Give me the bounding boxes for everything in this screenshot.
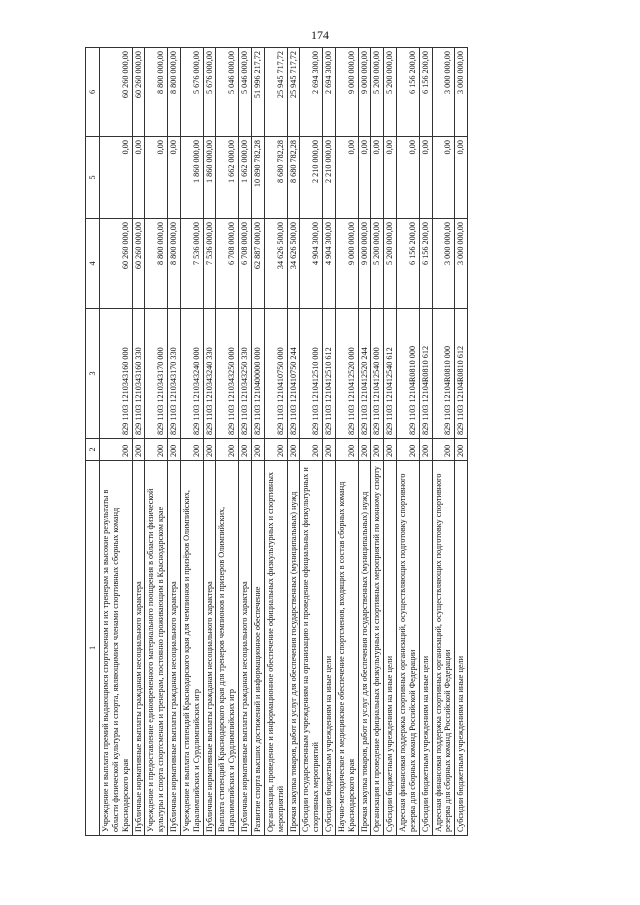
- table-cell-c5: 0,00: [419, 137, 432, 219]
- table-cell-c2: 200: [335, 439, 358, 461]
- table-cell-c2: 200: [264, 439, 287, 461]
- table-cell-c4: 34 626 500,00: [287, 219, 300, 309]
- table-cell-c3: 829 1103 1210412540 612: [384, 309, 397, 439]
- table-cell-description: Субсидии бюджетным учреждениям на иные цели: [323, 461, 336, 836]
- table-cell-c6: 60 260 000,00: [100, 48, 133, 137]
- table-cell-c3: 829 1103 1210410750 000: [264, 309, 287, 439]
- table-cell-c4: 6 156 200,00: [419, 219, 432, 309]
- table-cell-c4: 6 156 200,00: [397, 219, 420, 309]
- table-cell-c4: 4 904 300,00: [300, 219, 323, 309]
- table-cell-c4: 60 260 000,00: [100, 219, 133, 309]
- table-cell-description: Адресная финансовая поддержка спортивных организаций, осуществляющих подготовку спортивного резерва для сборных команд Российской Федерации: [397, 461, 420, 836]
- table-cell-c5: 0,00: [358, 137, 371, 219]
- table-cell-c3: 829 1103 1210410750 244: [287, 309, 300, 439]
- table-row: [180, 48, 203, 836]
- table-cell-c2: 200: [145, 439, 168, 461]
- table-cell-c6: 5 046 000,00: [216, 48, 239, 137]
- table-cell-c3: 829 1103 1210412520 244: [358, 309, 371, 439]
- table-cell-c6: 3 000 000,00: [432, 48, 455, 137]
- table-cell-c4: 4 904 300,00: [323, 219, 336, 309]
- table-row: [168, 48, 181, 836]
- table-cell-description: Учреждение и выплата стипендий Краснодарского края для чемпионов и призёров Олимпийских, Паралимпийских и Сурдлимпийских игр: [180, 461, 203, 836]
- table-cell-c5: 0,00: [335, 137, 358, 219]
- table-cell-c4: 8 800 000,00: [145, 219, 168, 309]
- table-row: [203, 48, 216, 836]
- table-cell-c6: 9 000 000,00: [335, 48, 358, 137]
- table-cell-c2: 200: [287, 439, 300, 461]
- table-cell-c3: 829 1103 1210343250 330: [239, 309, 252, 439]
- table-cell-c5: 1 662 000,00: [216, 137, 239, 219]
- table-cell-c2: 200: [384, 439, 397, 461]
- table-cell-c5: 2 210 000,00: [300, 137, 323, 219]
- table-row: [397, 48, 420, 836]
- table-cell-c6: 5 046 000,00: [239, 48, 252, 137]
- header-cell: 6: [86, 48, 100, 137]
- table-cell-description: Организация и проведение официальных физкультурных и спортивных мероприятий по конному спорту: [371, 461, 384, 836]
- table-row: [335, 48, 358, 836]
- table-cell-c4: 34 626 500,00: [264, 219, 287, 309]
- table-row: [455, 48, 468, 836]
- header-cell: 4: [86, 219, 100, 309]
- table-row: [132, 48, 145, 836]
- table-cell-description: Учреждение и предоставление единовременного материального поощрения в области физической культуры и спорта спортсменам и тренерам, постоянно проживающим в Краснодарском крае: [145, 461, 168, 836]
- table-cell-c2: 200: [132, 439, 145, 461]
- table-cell-c3: 829 1103 1210343160 330: [132, 309, 145, 439]
- table-cell-c4: 6 708 000,00: [239, 219, 252, 309]
- table-cell-c5: 0,00: [384, 137, 397, 219]
- table-cell-c3: 829 1103 1210343160 000: [100, 309, 133, 439]
- table-cell-description: Субсидии государственным учреждениям на организацию и проведение официальных физкультурных и спортивных мероприятий: [300, 461, 323, 836]
- header-cell: 1: [86, 461, 100, 836]
- table-cell-c2: 200: [100, 439, 133, 461]
- page-number: 174: [311, 28, 329, 42]
- table-cell-c2: 200: [432, 439, 455, 461]
- table-cell-c6: 25 945 717,72: [287, 48, 300, 137]
- table-cell-c4: 5 200 000,00: [384, 219, 397, 309]
- table-cell-c6: 2 694 300,00: [323, 48, 336, 137]
- table-row: [264, 48, 287, 836]
- table-cell-c5: 0,00: [371, 137, 384, 219]
- table-cell-c3: 829 1103 1210343240 330: [203, 309, 216, 439]
- table-cell-description: Публичные нормативные выплаты гражданам несоциального характера: [132, 461, 145, 836]
- table-row: [384, 48, 397, 836]
- header-row: [86, 48, 100, 836]
- table-row: [216, 48, 239, 836]
- table-cell-c5: 0,00: [100, 137, 133, 219]
- table-cell-c2: 200: [216, 439, 239, 461]
- table-cell-c2: 200: [300, 439, 323, 461]
- table-cell-c2: 200: [455, 439, 468, 461]
- table-cell-c4: 9 000 000,00: [358, 219, 371, 309]
- table-cell-c2: 200: [371, 439, 384, 461]
- table-cell-c3: 829 1103 1210400000 000: [251, 309, 264, 439]
- table-cell-c2: 200: [168, 439, 181, 461]
- table-cell-c5: 1 860 000,00: [180, 137, 203, 219]
- table-row: [287, 48, 300, 836]
- table-cell-c5: 0,00: [455, 137, 468, 219]
- table-cell-c3: 829 1103 1210343250 000: [216, 309, 239, 439]
- table-cell-c3: 829 1103 1210412510 612: [323, 309, 336, 439]
- table-cell-c4: 6 708 000,00: [216, 219, 239, 309]
- table-cell-c6: 5 676 000,00: [203, 48, 216, 137]
- table-cell-c2: 200: [180, 439, 203, 461]
- table-cell-c5: 0,00: [397, 137, 420, 219]
- table-cell-c2: 200: [323, 439, 336, 461]
- table-row: [432, 48, 455, 836]
- header-cell: 3: [86, 309, 100, 439]
- table-cell-c4: 62 887 000,00: [251, 219, 264, 309]
- table-cell-description: Публичные нормативные выплаты гражданам несоциального характера: [168, 461, 181, 836]
- header-cell: 2: [86, 439, 100, 461]
- table-cell-c5: 0,00: [432, 137, 455, 219]
- table-row: [251, 48, 264, 836]
- table-cell-c6: 5 676 000,00: [180, 48, 203, 137]
- table-row: [239, 48, 252, 836]
- table-cell-c6: 3 000 000,00: [455, 48, 468, 137]
- table-cell-c5: 8 680 782,28: [264, 137, 287, 219]
- table-cell-c3: 829 1103 1210412510 000: [300, 309, 323, 439]
- table-cell-description: Публичные нормативные выплаты гражданам несоциального характера: [239, 461, 252, 836]
- table-cell-c6: 9 000 000,00: [358, 48, 371, 137]
- table-cell-c5: 0,00: [132, 137, 145, 219]
- table-cell-c2: 200: [419, 439, 432, 461]
- budget-table: [85, 47, 468, 836]
- table-cell-c3: 829 1103 12104R0810 000: [397, 309, 420, 439]
- header-cell: 5: [86, 137, 100, 219]
- table-cell-c6: 51 996 217,72: [251, 48, 264, 137]
- table-row: [323, 48, 336, 836]
- table-cell-c2: 200: [203, 439, 216, 461]
- table-row: [419, 48, 432, 836]
- table-cell-c5: 0,00: [145, 137, 168, 219]
- rotated-table-container: [85, 48, 585, 836]
- table-cell-description: Прочая закупка товаров, работ и услуг для обеспечения государственных (муниципальных) нужд: [358, 461, 371, 836]
- table-row: [100, 48, 133, 836]
- table-cell-c5: 1 860 000,00: [203, 137, 216, 219]
- table-cell-c3: 829 1103 12104R0810 612: [419, 309, 432, 439]
- table-cell-description: Адресная финансовая поддержка спортивных организаций, осуществляющих подготовку спортивного резерва для сборных команд Российской Федерации: [432, 461, 455, 836]
- table-cell-c2: 200: [239, 439, 252, 461]
- table-cell-c4: 9 000 000,00: [335, 219, 358, 309]
- table-cell-c3: 829 1103 12104R0810 000: [432, 309, 455, 439]
- table-cell-c2: 200: [251, 439, 264, 461]
- table-cell-description: Учреждение и выплата премий выдающимся спортсменам и их тренерам за высокие результаты в области физической культуры и спорта, являющимися членами спортивных сборных команд Краснодарского края: [100, 461, 133, 836]
- table-cell-description: Организация, проведение и информационное обеспечение официальных физкультурных и спортивных мероприятий: [264, 461, 287, 836]
- table-cell-description: Публичные нормативные выплаты гражданам несоциального характера: [203, 461, 216, 836]
- table-cell-c4: 3 000 000,00: [455, 219, 468, 309]
- table-cell-c4: 3 000 000,00: [432, 219, 455, 309]
- table-cell-c3: 829 1103 12104R0810 612: [455, 309, 468, 439]
- table-cell-c6: 25 945 717,72: [264, 48, 287, 137]
- table-row: [145, 48, 168, 836]
- table-cell-c4: 7 536 000,00: [180, 219, 203, 309]
- table-cell-description: Выплата стипендий Краснодарского края для тренеров чемпионов и призеров Олимпийских, Паралимпийских и Сурдлимпийских игр: [216, 461, 239, 836]
- table-cell-c3: 829 1103 1210412520 000: [335, 309, 358, 439]
- table-cell-description: Прочая закупка товаров, работ и услуг для обеспечения государственных (муниципальных) нужд: [287, 461, 300, 836]
- table-cell-c5: 0,00: [168, 137, 181, 219]
- table-cell-c2: 200: [358, 439, 371, 461]
- table-cell-c3: 829 1103 1210343240 000: [180, 309, 203, 439]
- table-cell-c6: 60 260 000,00: [132, 48, 145, 137]
- table-cell-description: Развитие спорта высших достижений и информационное обеспечение: [251, 461, 264, 836]
- table-cell-c5: 10 890 782,28: [251, 137, 264, 219]
- table-cell-c5: 2 210 000,00: [323, 137, 336, 219]
- table-cell-c4: 8 800 000,00: [168, 219, 181, 309]
- table-cell-c6: 8 800 000,00: [145, 48, 168, 137]
- table-cell-description: Субсидии бюджетным учреждениям на иные цели: [455, 461, 468, 836]
- table-cell-c6: 6 156 200,00: [397, 48, 420, 137]
- table-cell-description: Субсидии бюджетным учреждениям на иные цели: [419, 461, 432, 836]
- table-cell-c6: 6 156 200,00: [419, 48, 432, 137]
- table-cell-c6: 5 200 000,00: [384, 48, 397, 137]
- table-row: [300, 48, 323, 836]
- table-body: [100, 48, 468, 836]
- table-cell-c4: 5 200 000,00: [371, 219, 384, 309]
- table-cell-c3: 829 1103 1210412540 000: [371, 309, 384, 439]
- table-cell-c6: 8 800 000,00: [168, 48, 181, 137]
- table-cell-description: Субсидии бюджетным учреждениям на иные цели: [384, 461, 397, 836]
- table-cell-c5: 1 662 000,00: [239, 137, 252, 219]
- table-cell-c6: 2 694 300,00: [300, 48, 323, 137]
- table-cell-c2: 200: [397, 439, 420, 461]
- table-cell-c3: 829 1103 1210343170 330: [168, 309, 181, 439]
- table-cell-c6: 5 200 000,00: [371, 48, 384, 137]
- table-cell-description: Научно-методическое и медицинское обеспечение спортсменов, входящих в состав сборных команд Краснодарского края: [335, 461, 358, 836]
- table-cell-c4: 7 536 000,00: [203, 219, 216, 309]
- table-cell-c5: 8 680 782,28: [287, 137, 300, 219]
- table-row: [358, 48, 371, 836]
- table-cell-c4: 60 260 000,00: [132, 219, 145, 309]
- table-row: [371, 48, 384, 836]
- table-cell-c3: 829 1103 1210343170 000: [145, 309, 168, 439]
